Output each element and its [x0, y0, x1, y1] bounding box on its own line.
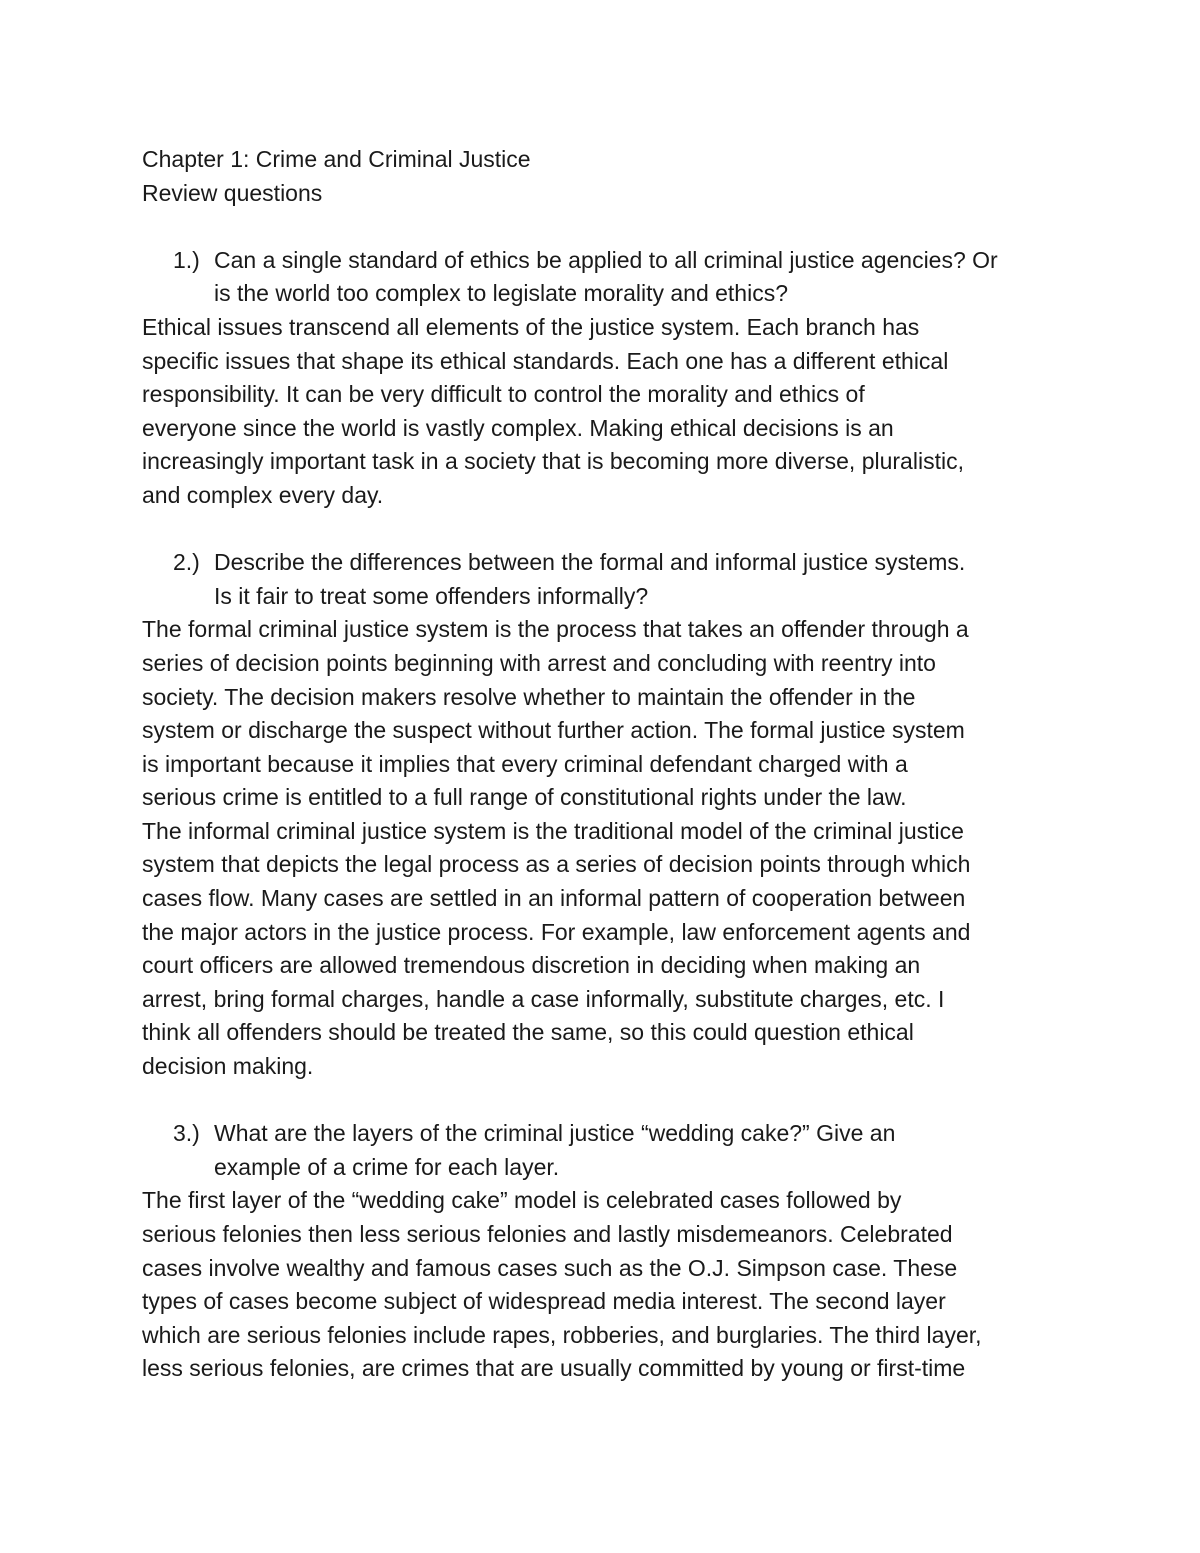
- answer-line: specific issues that shape its ethical standards. Each one has a different ethical: [142, 347, 949, 374]
- answer-line: serious crime is entitled to a full range of constitutional rights under the law.: [142, 784, 907, 811]
- answer-3: [142, 1184, 1062, 1386]
- spacer: [142, 210, 1062, 244]
- answer-line: society. The decision makers resolve whether to maintain the offender in the: [142, 683, 916, 710]
- question-block-2: [142, 546, 1062, 1084]
- question-line: Can a single standard of ethics be applied to all criminal justice agencies? Or: [214, 246, 998, 273]
- answer-line: The formal criminal justice system is the process that takes an offender through a: [142, 616, 969, 643]
- question-3: [142, 1117, 1062, 1184]
- answer-line: increasingly important task in a society that is becoming more diverse, pluralistic,: [142, 448, 964, 475]
- question-text: [214, 244, 1062, 311]
- question-text: [214, 546, 1062, 613]
- question-2: [142, 546, 1062, 613]
- spacer: [142, 513, 1062, 547]
- question-line: example of a crime for each layer.: [214, 1153, 560, 1180]
- answer-2: [142, 613, 1062, 1083]
- answer-line: decision making.: [142, 1053, 314, 1080]
- answer-line: system that depicts the legal process as a series of decision points through which: [142, 851, 971, 878]
- answer-line: The first layer of the “wedding cake” model is celebrated cases followed by: [142, 1187, 902, 1214]
- answer-line: series of decision points beginning with arrest and concluding with reentry into: [142, 649, 936, 676]
- question-text: [214, 1117, 1062, 1184]
- document-subtitle: Review questions: [142, 179, 323, 206]
- question-line: What are the layers of the criminal justice “wedding cake?” Give an: [214, 1120, 896, 1147]
- answer-line: types of cases become subject of widespread media interest. The second layer: [142, 1288, 946, 1315]
- question-block-3: [142, 1117, 1062, 1386]
- document-title: Chapter 1: Crime and Criminal Justice: [142, 146, 531, 172]
- question-number: 1.): [173, 246, 200, 273]
- answer-line: cases flow. Many cases are settled in an informal pattern of cooperation between: [142, 885, 966, 912]
- answer-1: [142, 311, 1062, 513]
- answer-line: which are serious felonies include rapes, robberies, and burglaries. The third layer,: [142, 1321, 982, 1348]
- answer-line: The informal criminal justice system is the traditional model of the criminal justice: [142, 817, 964, 844]
- answer-line: the major actors in the justice process. For example, law enforcement agents and: [142, 918, 971, 945]
- answer-line: everyone since the world is vastly complex. Making ethical decisions is an: [142, 414, 894, 441]
- question-line: Describe the differences between the formal and informal justice systems.: [214, 549, 966, 576]
- answer-line: and complex every day.: [142, 481, 384, 508]
- answer-line: is important because it implies that every criminal defendant charged with a: [142, 750, 908, 777]
- answer-line: arrest, bring formal charges, handle a case informally, substitute charges, etc. I: [142, 985, 945, 1012]
- answer-line: think all offenders should be treated the same, so this could question ethical: [142, 1019, 914, 1046]
- answer-line: serious felonies then less serious felonies and lastly misdemeanors. Celebrated: [142, 1221, 953, 1247]
- answer-line: Ethical issues transcend all elements of the justice system. Each branch has: [142, 313, 920, 340]
- answer-line: responsibility. It can be very difficult to control the morality and ethics of: [142, 381, 865, 408]
- question-number: 2.): [173, 549, 200, 576]
- question-number: 3.): [173, 1120, 200, 1147]
- question-line: Is it fair to treat some offenders informally?: [214, 582, 649, 609]
- answer-line: system or discharge the suspect without further action. The formal justice system: [142, 717, 965, 744]
- document-body: [142, 143, 1062, 1386]
- answer-line: less serious felonies, are crimes that are usually committed by young or first-time: [142, 1355, 966, 1382]
- question-block-1: [142, 244, 1062, 513]
- question-line: is the world too complex to legislate morality and ethics?: [214, 280, 789, 307]
- answer-line: court officers are allowed tremendous discretion in deciding when making an: [142, 952, 921, 979]
- spacer: [142, 1084, 1062, 1118]
- question-1: [142, 244, 1062, 311]
- answer-line: cases involve wealthy and famous cases such as the O.J. Simpson case. These: [142, 1254, 958, 1281]
